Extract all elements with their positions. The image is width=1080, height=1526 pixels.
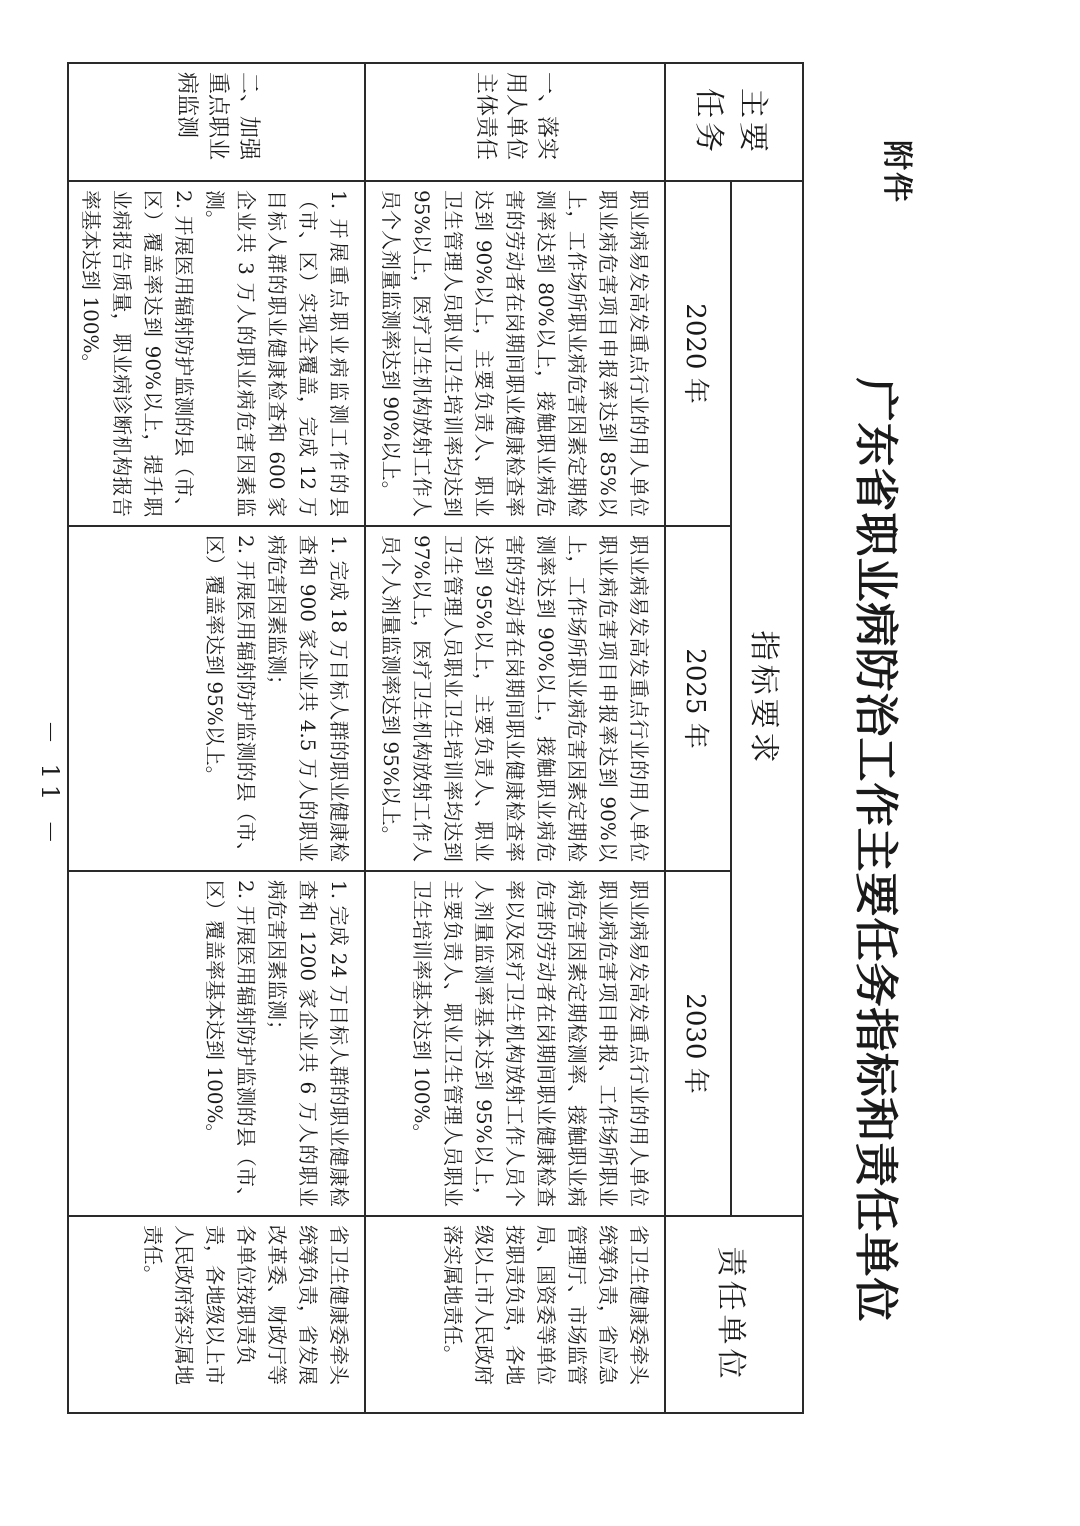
indicator-text: 职业病易发高发重点行业的用人单位职业病危害项目申报、工作场所职业病危害因素定期检测率、接触职业病危害的劳动者在岗期间职业健康检查率以及医疗卫生机构放射工作人员个人剂量监测率基本达到 95%以上，主要负责人、职业卫生管理人员职业卫生培训率基本达到 100%。 — [410, 880, 651, 1208]
header-indicator: 指标要求 — [731, 181, 803, 1216]
indicator-text: 1. 开展重点职业病监测工作的县（市、区）实现全覆盖，完成 12 万目标人群的职业健康检查和 600 家企业共 3 万人的职业病危害因素监测。 — [203, 190, 351, 517]
responsible-cell: 省卫生健康委牵头统筹负责，省发展改革委、财政厅等各单位按职责负责，各地级以上市人民政府落实属地责任。 — [68, 1216, 365, 1413]
page-number: － 11 － — [36, 720, 64, 850]
indicator-text: 1. 完成 24 万目标人群的职业健康检查和 1200 家企业共 6 万人的职业病危害因素监测； — [265, 880, 351, 1208]
indicator-2020-cell — [365, 181, 665, 526]
header-year-2030: 2030 年 — [665, 871, 731, 1216]
indicator-2025-cell — [68, 526, 365, 871]
indicator-text: 2. 开展医用辐射防护监测的县（市、区）覆盖率达到 95%以上。 — [203, 535, 258, 862]
indicator-2030-cell — [365, 871, 665, 1216]
document-title: 广东省职业病防治工作主要任务指标和责任单位 — [850, 377, 901, 1323]
indicator-text: 1. 完成 18 万目标人群的职业健康检查和 900 家企业共 4.5 万人的职业病危害因素监测； — [265, 535, 351, 862]
header-year-2025: 2025 年 — [665, 526, 731, 871]
task-cell: 一、落实用人单位主体责任 — [365, 63, 665, 181]
header-responsible: 责任单位 — [665, 1216, 803, 1413]
indicator-text: 职业病易发高发重点行业的用人单位职业病危害项目申报率达到 85%以上，工作场所职业病危害因素定期检测率达到 80%以上，接触职业病危害的劳动者在岗期间职业健康检查率达到 90%以上，主要负责人、职业卫生管理人员职业卫生培训率均达到 95%以上，医疗卫生机构放射工作人员个人剂量监测率达到 90%以上。 — [379, 190, 651, 517]
indicator-2030-cell — [68, 871, 365, 1216]
table-row — [365, 63, 665, 1413]
indicator-text: 职业病易发高发重点行业的用人单位职业病危害项目申报率达到 90%以上，工作场所职业病危害因素定期检测率达到 90%以上，接触职业病危害的劳动者在岗期间职业健康检查率达到 95%以上，主要负责人、职业卫生管理人员职业卫生培训率均达到 97%以上，医疗卫生机构放射工作人员个人剂量监测率达到 95%以上。 — [379, 535, 651, 862]
task-indicator-table — [67, 62, 804, 1414]
indicator-2020-cell — [68, 181, 365, 526]
annex-label: 附件 — [879, 140, 914, 204]
header-row-1 — [731, 63, 803, 1413]
responsible-cell: 省卫生健康委牵头统筹负责，省应急管理厅、市场监管局、国资委等单位按职责负责，各地级以上市人民政府落实属地责任。 — [365, 1216, 665, 1413]
header-row-2 — [665, 63, 731, 1413]
header-year-2020: 2020 年 — [665, 181, 731, 526]
header-main-task: 主要任务 — [665, 63, 803, 181]
task-cell: 二、加强重点职业病监测 — [68, 63, 365, 181]
indicator-2025-cell — [365, 526, 665, 871]
indicator-text: 2. 开展医用辐射防护监测的县（市、区）覆盖率基本达到 100%。 — [203, 880, 258, 1208]
indicator-text: 2. 开展医用辐射防护监测的县（市、区）覆盖率达到 90%以上，提升职业病报告质量，职业病诊断机构报告率基本达到 100%。 — [79, 190, 196, 517]
table-row — [68, 63, 365, 1413]
